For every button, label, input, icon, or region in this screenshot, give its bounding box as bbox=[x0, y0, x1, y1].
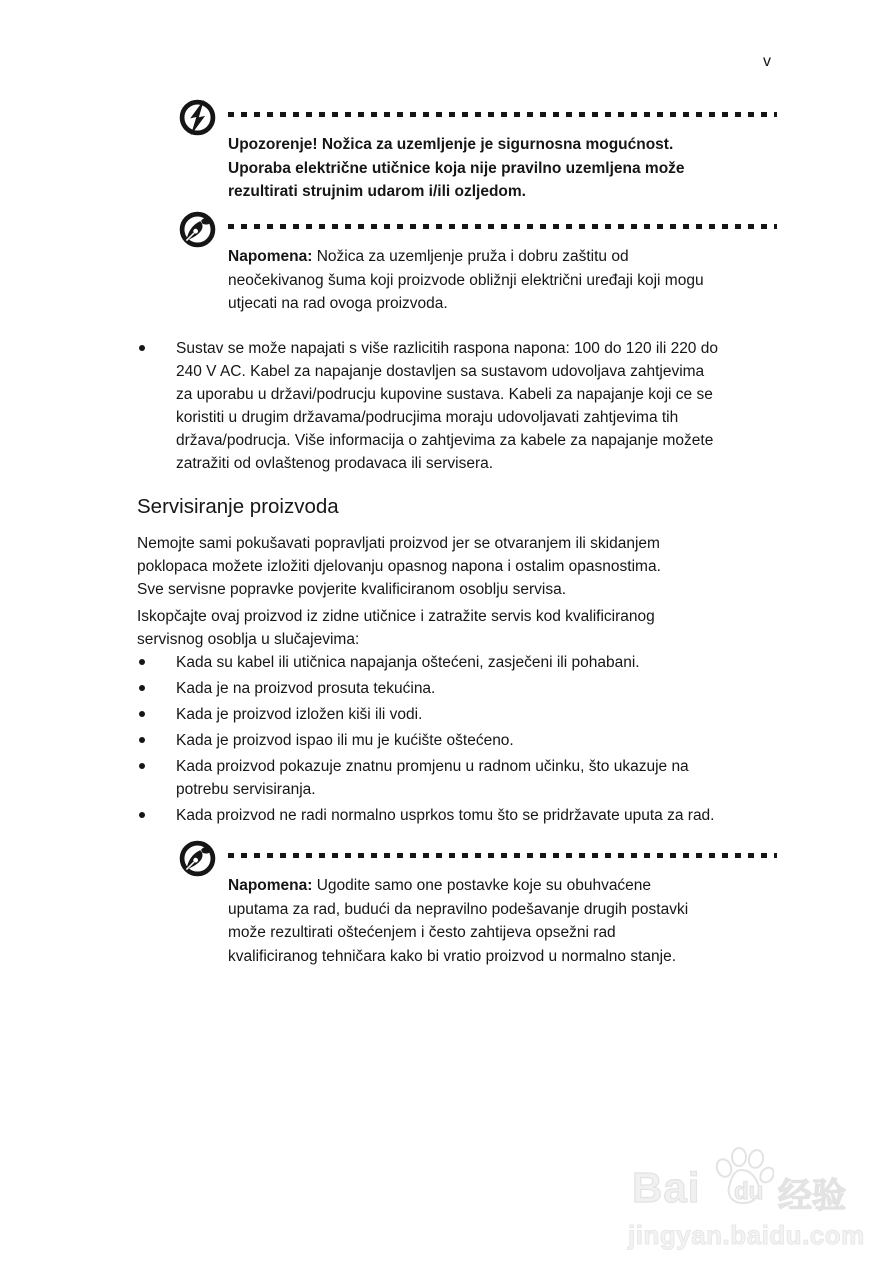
page-number: v bbox=[763, 53, 771, 70]
power-bullet-block bbox=[137, 337, 785, 475]
paragraph bbox=[137, 605, 655, 651]
note-text bbox=[228, 245, 785, 316]
bullet-text-line: Kada proizvod pokazuje znatnu promjenu u radnom učinku, što ukazuje na bbox=[176, 758, 689, 775]
bullet-list-item bbox=[137, 804, 785, 827]
note-text-line bbox=[228, 874, 785, 898]
note-pen-icon bbox=[179, 211, 216, 248]
note-text-line: kvalificiranog tehničara kako bi vratio proizvod u normalno stanje. bbox=[228, 947, 677, 965]
note-label: Napomena: bbox=[228, 877, 313, 894]
note-text-line: može rezultirati oštećenjem i često zahtijeva opsežni rad bbox=[228, 924, 616, 941]
note-pen-icon bbox=[179, 840, 216, 877]
watermark-cn-text: 经验 bbox=[778, 1177, 846, 1215]
warning-text-line: rezultirati strujnim udarom i/ili ozljedom. bbox=[228, 183, 526, 200]
bullet-text-line: za uporabu u državi/podrucju kupovine sustava. Kabeli za napajanje koji ce se bbox=[176, 386, 713, 403]
bullet-text-line: koristiti u drugim državama/podrucjima moraju udovoljavati zahtjevima tih bbox=[176, 409, 679, 426]
bullet-list-item bbox=[137, 337, 785, 475]
note-body bbox=[228, 209, 785, 316]
bullet-text-line: Kada je proizvod izložen kiši ili vodi. bbox=[176, 706, 423, 723]
warning-callout bbox=[137, 97, 785, 204]
paragraph bbox=[137, 532, 661, 601]
bullet-text-line: 240 V AC. Kabel za napajanje dostavljen sa sustavom udovoljava zahtjevima bbox=[176, 363, 705, 380]
warning-body bbox=[228, 97, 785, 204]
bullet-text-line: Kada je proizvod ispao ili mu je kućište oštećeno. bbox=[176, 732, 514, 749]
paragraph-line: Nemojte sami pokušavati popravljati proizvod jer se otvaranjem ili skidanjem bbox=[137, 535, 660, 552]
watermark-bai-text: Bai bbox=[632, 1164, 701, 1211]
bullet-text-line: potrebu servisiranja. bbox=[176, 781, 316, 798]
paragraph-line: Sve servisne popravke povjerite kvalificiranom osoblju servisa. bbox=[137, 581, 567, 598]
note-body bbox=[228, 838, 785, 968]
bullet-text-line: Kada proizvod ne radi normalno usprkos tomu što se pridržavate uputa za rad. bbox=[176, 807, 715, 824]
watermark-url: jingyan.baidu.com bbox=[628, 1220, 865, 1250]
warning-text-line: Uporaba električne utičnice koja nije pravilno uzemljena može bbox=[228, 159, 685, 177]
watermark-du-text: du bbox=[734, 1178, 764, 1205]
baidu-watermark bbox=[628, 1146, 868, 1251]
bullet-list-item bbox=[137, 651, 785, 674]
paragraph-line: Iskopčajte ovaj proizvod iz zidne utičnice i zatražite servis kod kvalificiranog bbox=[137, 608, 655, 625]
note-label: Napomena: bbox=[228, 248, 313, 265]
dashed-separator bbox=[228, 112, 777, 117]
note-callout bbox=[137, 209, 785, 316]
dashed-separator bbox=[228, 853, 777, 858]
service-bullet-list bbox=[137, 651, 785, 830]
bullet-text-line: Kada je na proizvod prosuta tekućina. bbox=[176, 680, 436, 697]
note-text-rest: Nožica za uzemljenje pruža i dobru zaštitu od bbox=[312, 248, 629, 265]
paragraph-line: poklopaca možete izložiti djelovanju opasnog napona i ostalim opasnostima. bbox=[137, 558, 661, 575]
warning-text-line: Upozorenje! Nožica za uzemljenje je sigurnosna mogućnost. bbox=[228, 136, 674, 153]
bullet-text-line: država/podrucja. Više informacija o zahtjevima za kabele za napajanje možete bbox=[176, 432, 714, 449]
note-text-rest: Ugodite samo one postavke koje su obuhvaćene bbox=[312, 877, 652, 894]
bullet-text-line: Kada su kabel ili utičnica napajanja oštećeni, zasječeni ili pohabani. bbox=[176, 654, 640, 671]
paragraph-line: servisnog osoblja u slučajevima: bbox=[137, 631, 360, 648]
bullet-text-line: zatražiti od ovlaštenog prodavaca ili servisera. bbox=[176, 455, 494, 472]
baidu-logo bbox=[628, 1146, 868, 1214]
dashed-separator bbox=[228, 224, 777, 229]
note-text-line: neočekivanog šuma koji proizvode obližnji električni uređaji koji mogu bbox=[228, 271, 704, 289]
bullet-list-item bbox=[137, 729, 785, 752]
section-heading: Servisiranje proizvoda bbox=[137, 495, 339, 518]
bullet-text-line: Sustav se može napajati s više razlicitih raspona napona: 100 do 120 ili 220 do bbox=[176, 340, 718, 357]
bullet-list-item bbox=[137, 703, 785, 726]
note-text-line: uputama za rad, budući da nepravilno podešavanje drugih postavki bbox=[228, 900, 689, 918]
warning-text bbox=[228, 133, 785, 204]
bullet-list-item bbox=[137, 677, 785, 700]
bullet-list-item bbox=[137, 755, 785, 801]
note-text-line: utjecati na rad ovoga proizvoda. bbox=[228, 295, 448, 312]
note-text-line bbox=[228, 245, 785, 269]
warning-lightning-icon bbox=[179, 99, 216, 136]
note-text bbox=[228, 874, 785, 968]
note-callout bbox=[137, 838, 785, 968]
